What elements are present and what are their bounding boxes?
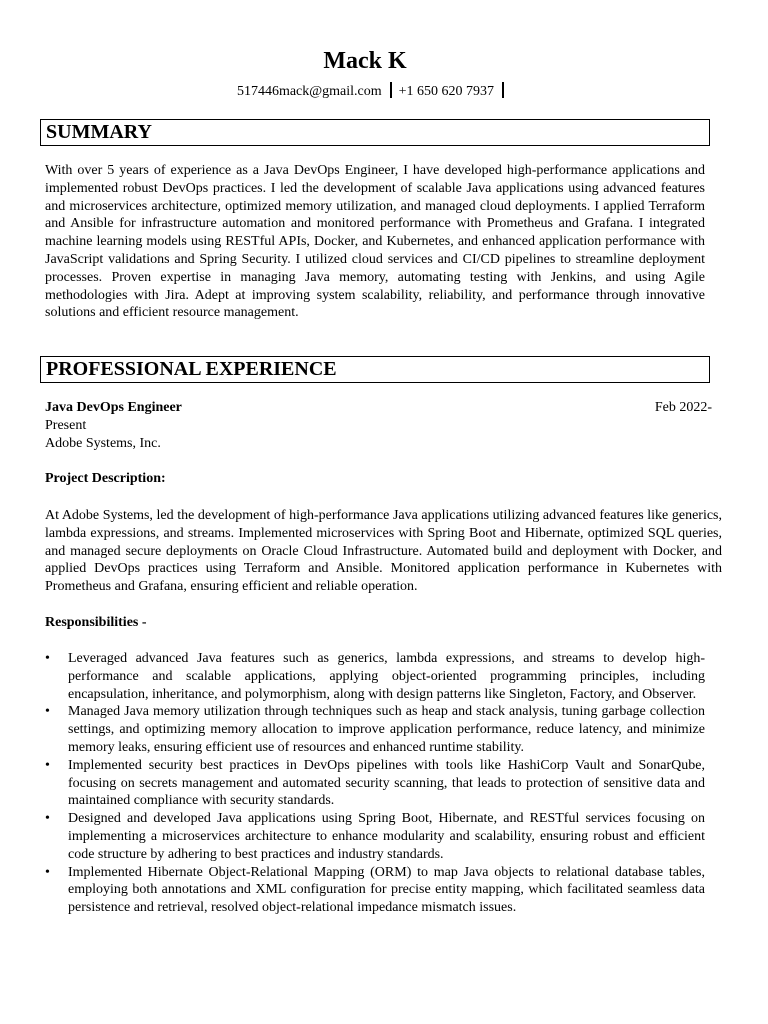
job-date-end: Present [45,418,87,433]
separator-bar [390,82,392,98]
company-name: Adobe Systems, Inc. [45,436,161,451]
contact-line [0,82,748,100]
responsibilities-label: Responsibilities - [45,615,147,630]
responsibilities-list [45,650,705,917]
bullet: • [45,651,50,666]
experience-heading: PROFESSIONAL EXPERIENCE [40,356,710,383]
summary-heading: SUMMARY [40,119,710,146]
phone: +1 650 620 7937 [398,84,495,99]
separator-bar [502,82,504,98]
responsibility-text: Leveraged advanced Java features such as generics, lambda expressions, and streams to develop high-performance and scalable applications, applying object-oriented programming principles, including encapsulation, inheritance, and polymorphism, along with design patterns like Singleton, Factory, and Observer. [68,651,705,702]
job-date-start: Feb 2022- [654,400,712,415]
list-item [45,810,705,863]
list-item [45,650,705,703]
bullet: • [45,864,50,880]
list-item [45,703,705,756]
responsibility-text: Implemented security best practices in DevOps pipelines with tools like HashiCorp Vault and SonarQube, focusing on secrets management and automated security scanning, that leads to protection of sensitive data and maintained compliance with security standards. [68,757,705,809]
summary-text: With over 5 years of experience as a Java DevOps Engineer, I have developed high-performance applications and implemented robust DevOps practices. I led the development of scalable Java applications using advanced features and microservices architecture, optimized memory utilization, and managed cloud deployments. I applied Terraform and Ansible for infrastructure automation and monitored performance with Prometheus and Grafana. I integrated machine learning models using RESTful APIs, Docker, and Kubernetes, and enhanced application performance with JavaScript validations and Spring Security. I utilized cloud services and CI/CD pipelines to streamline deployment processes. Proven expertise in managing Java memory, automating testing with Jenkins, and using Agile methodologies with Jira. Adept at improving system scalability, reliability, and performance through innovative solutions and efficient resource management. [45,163,705,321]
email: 517446mack@gmail.com [236,84,382,99]
project-description-text: At Adobe Systems, led the development of high-performance Java applications utilizing advanced features like generics, lambda expressions, and streams. Implemented microservices with Spring Boot and Hibernate, optimized SQL queries, and managed secure deployments on Oracle Cloud Infrastructure. Automated build and deployment with Docker, and applied DevOps practices using Terraform and Ansible. Monitored application performance in Kubernetes with Prometheus and Grafana, ensuring efficient and reliable operation. [45,508,722,595]
candidate-name: Mack K [323,48,407,74]
bullet: • [45,811,50,827]
list-item [45,864,705,917]
job-title: Java DevOps Engineer [45,400,182,415]
bullet: • [45,757,50,773]
responsibility-text: Designed and developed Java applications using Spring Boot, Hibernate, and RESTful services focusing on implementing a microservices architecture to enhance modularity and scalability, ensuring robust and efficient code structure by adhering to best practices and industry standards. [68,811,705,862]
list-item [45,757,705,810]
bullet: • [45,704,50,720]
responsibility-text: Implemented Hibernate Object-Relational Mapping (ORM) to map Java objects to relational database tables, employing both annotations and XML configuration for precise entity mapping, which facilitated seamless data persistence and retrieval, resolved object-relational impedance mismatch issues. [68,864,705,916]
responsibility-text: Managed Java memory utilization through techniques such as heap and stack analysis, tuning garbage collection settings, and optimizing memory allocation to improve application performance, reduce latency, and minimize memory leaks, ensuring efficient use of resources and enhanced runtime stability. [68,704,705,755]
project-description-label: Project Description: [45,471,166,486]
